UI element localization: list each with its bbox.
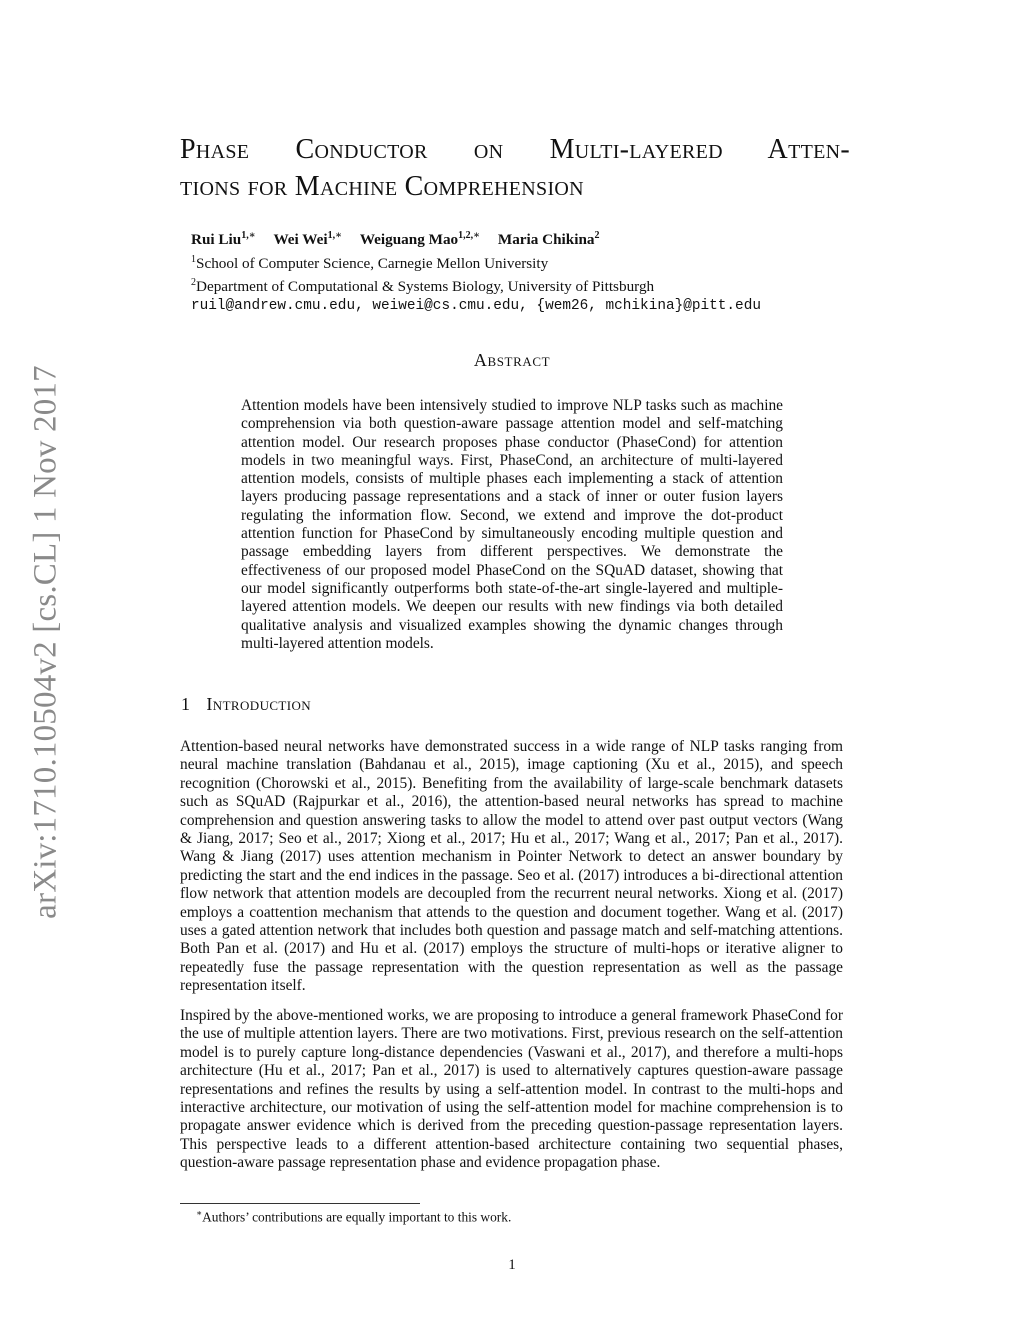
section-title: Introduction — [206, 694, 312, 714]
affiliation — [191, 250, 871, 274]
author — [273, 231, 342, 248]
author-emails: ruil@andrew.cmu.edu, weiwei@cs.cmu.edu, {wem26, mchikina}@pitt.edu — [191, 297, 761, 314]
paper-title-line-1: Phase Conductor on Multi-layered Atten- — [180, 134, 850, 165]
footnote — [196, 1208, 511, 1225]
intro-paragraph-2: Inspired by the above-mentioned works, we are proposing to introduce a general framework PhaseCond for the use of multiple attention layers. There are two motivations. First, previous research on the self-attention model is to purely capture long-distance dependencies (Vaswani et al., 2017), and therefore a multi-hops architecture (Hu et al., 2017; Pan et al., 2017) is used to alternatively captures question-aware passage representations and refines the results by using a self-attention model. In contrast to the multi-hops and interactive architecture, our motivation of using the self-attention model for machine comprehension is to propagate answer evidence which is derived from the preceding question-passage representation layers. This perspective leads to a different attention-based architecture containing two sequential phases, question-aware passage representation phase and evidence propagation phase. — [180, 1007, 843, 1172]
author-name: Wei Wei — [273, 231, 328, 249]
affiliation-mark: 2 — [191, 277, 196, 289]
paper-title — [180, 131, 850, 205]
author-name: Weiguang Mao — [359, 231, 459, 249]
abstract-heading: Abstract — [473, 350, 551, 370]
author-block — [191, 226, 871, 316]
author-marks: 2 — [594, 230, 600, 241]
section-heading — [181, 694, 311, 715]
author — [191, 231, 256, 248]
page-number: 1 — [508, 1257, 516, 1273]
author-list — [191, 226, 871, 250]
section-number: 1 — [181, 694, 191, 714]
affiliation-text: Department of Computational & Systems Biology, University of Pittsburgh — [196, 278, 655, 296]
author-marks: 1,∗ — [327, 230, 343, 241]
author-name: Maria Chikina — [497, 231, 595, 249]
footnote-rule — [180, 1203, 420, 1204]
author-marks: 1,2,∗ — [458, 230, 481, 241]
author-marks: 1,∗ — [241, 230, 256, 241]
author-name: Rui Liu — [191, 231, 242, 249]
footnote-text: Authors’ contributions are equally important to this work. — [202, 1209, 512, 1225]
arxiv-id: arXiv:1710.10504v2 [cs.CL] 1 Nov 2017 — [27, 365, 64, 919]
intro-paragraph-1: Attention-based neural networks have demonstrated success in a wide range of NLP tasks ranging from neural machine translation (Bahdanau et al., 2015), image captioning (Xu et al., 2015), and speech recognition (Chorowski et al., 2015). Benefiting from the availability of large-scale benchmark datasets such as SQuAD (Rajpurkar et al., 2016), the attention-based neural networks has spread to machine comprehension and question answering tasks to allow the model to attend over past output vectors (Wang & Jiang, 2017; Seo et al., 2017; Xiong et al., 2017; Hu et al., 2017; Wang et al., 2017; Pan et al., 2017). Wang & Jiang (2017) uses attention mechanism in Pointer Network to detect an answer boundary by predicting the start and the end indices in the passage. Seo et al. (2017) introduces a bi-directional attention flow network that attention models are decoupled from the recurrent neural networks. Xiong et al. (2017) employs a coattention mechanism that attends to the question and document together. Wang et al. (2017) uses a gated attention network that includes both question and passage match and self-matching attentions. Both Pan et al. (2017) and Hu et al. (2017) employs the structure of multi-hops or iterative aligner to repeatedly fuse the passage representation with the question representation as well as the passage representation itself. — [180, 738, 843, 995]
affiliation — [191, 273, 871, 297]
footnote-mark: ∗ — [196, 1208, 203, 1218]
affiliation-text: School of Computer Science, Carnegie Mellon University — [196, 254, 549, 272]
author — [360, 231, 480, 248]
affiliation-mark: 1 — [191, 253, 196, 265]
author — [498, 231, 600, 248]
arxiv-sidebar-stamp — [18, 356, 74, 928]
abstract-text: Attention models have been intensively studied to improve NLP tasks such as machine comprehension via both question-aware passage attention model and self-matching attention model. Our research proposes phase conductor (PhaseCond) for attention models in two meaningful ways. First, PhaseCond, an architecture of multi-layered attention models, consists of multiple phases each implementing a stack of attention layers producing passage representations and a stack of inner or outer fusion layers regulating the information flow. Second, we extend and improve the dot-product attention function for PhaseCond by simultaneously encoding multiple question and passage embedding layers from different perspectives. We demonstrate the effectiveness of our proposed model PhaseCond on the SQuAD dataset, showing that our model significantly outperforms both state-of-the-art single-layered and multiple-layered attention models. We deepen our results with new findings via both detailed qualitative analysis and visualized examples showing the dynamic changes through multi-layered attention models. — [241, 397, 783, 652]
paper-title-line-2: tions for Machine Comprehension — [180, 171, 584, 202]
